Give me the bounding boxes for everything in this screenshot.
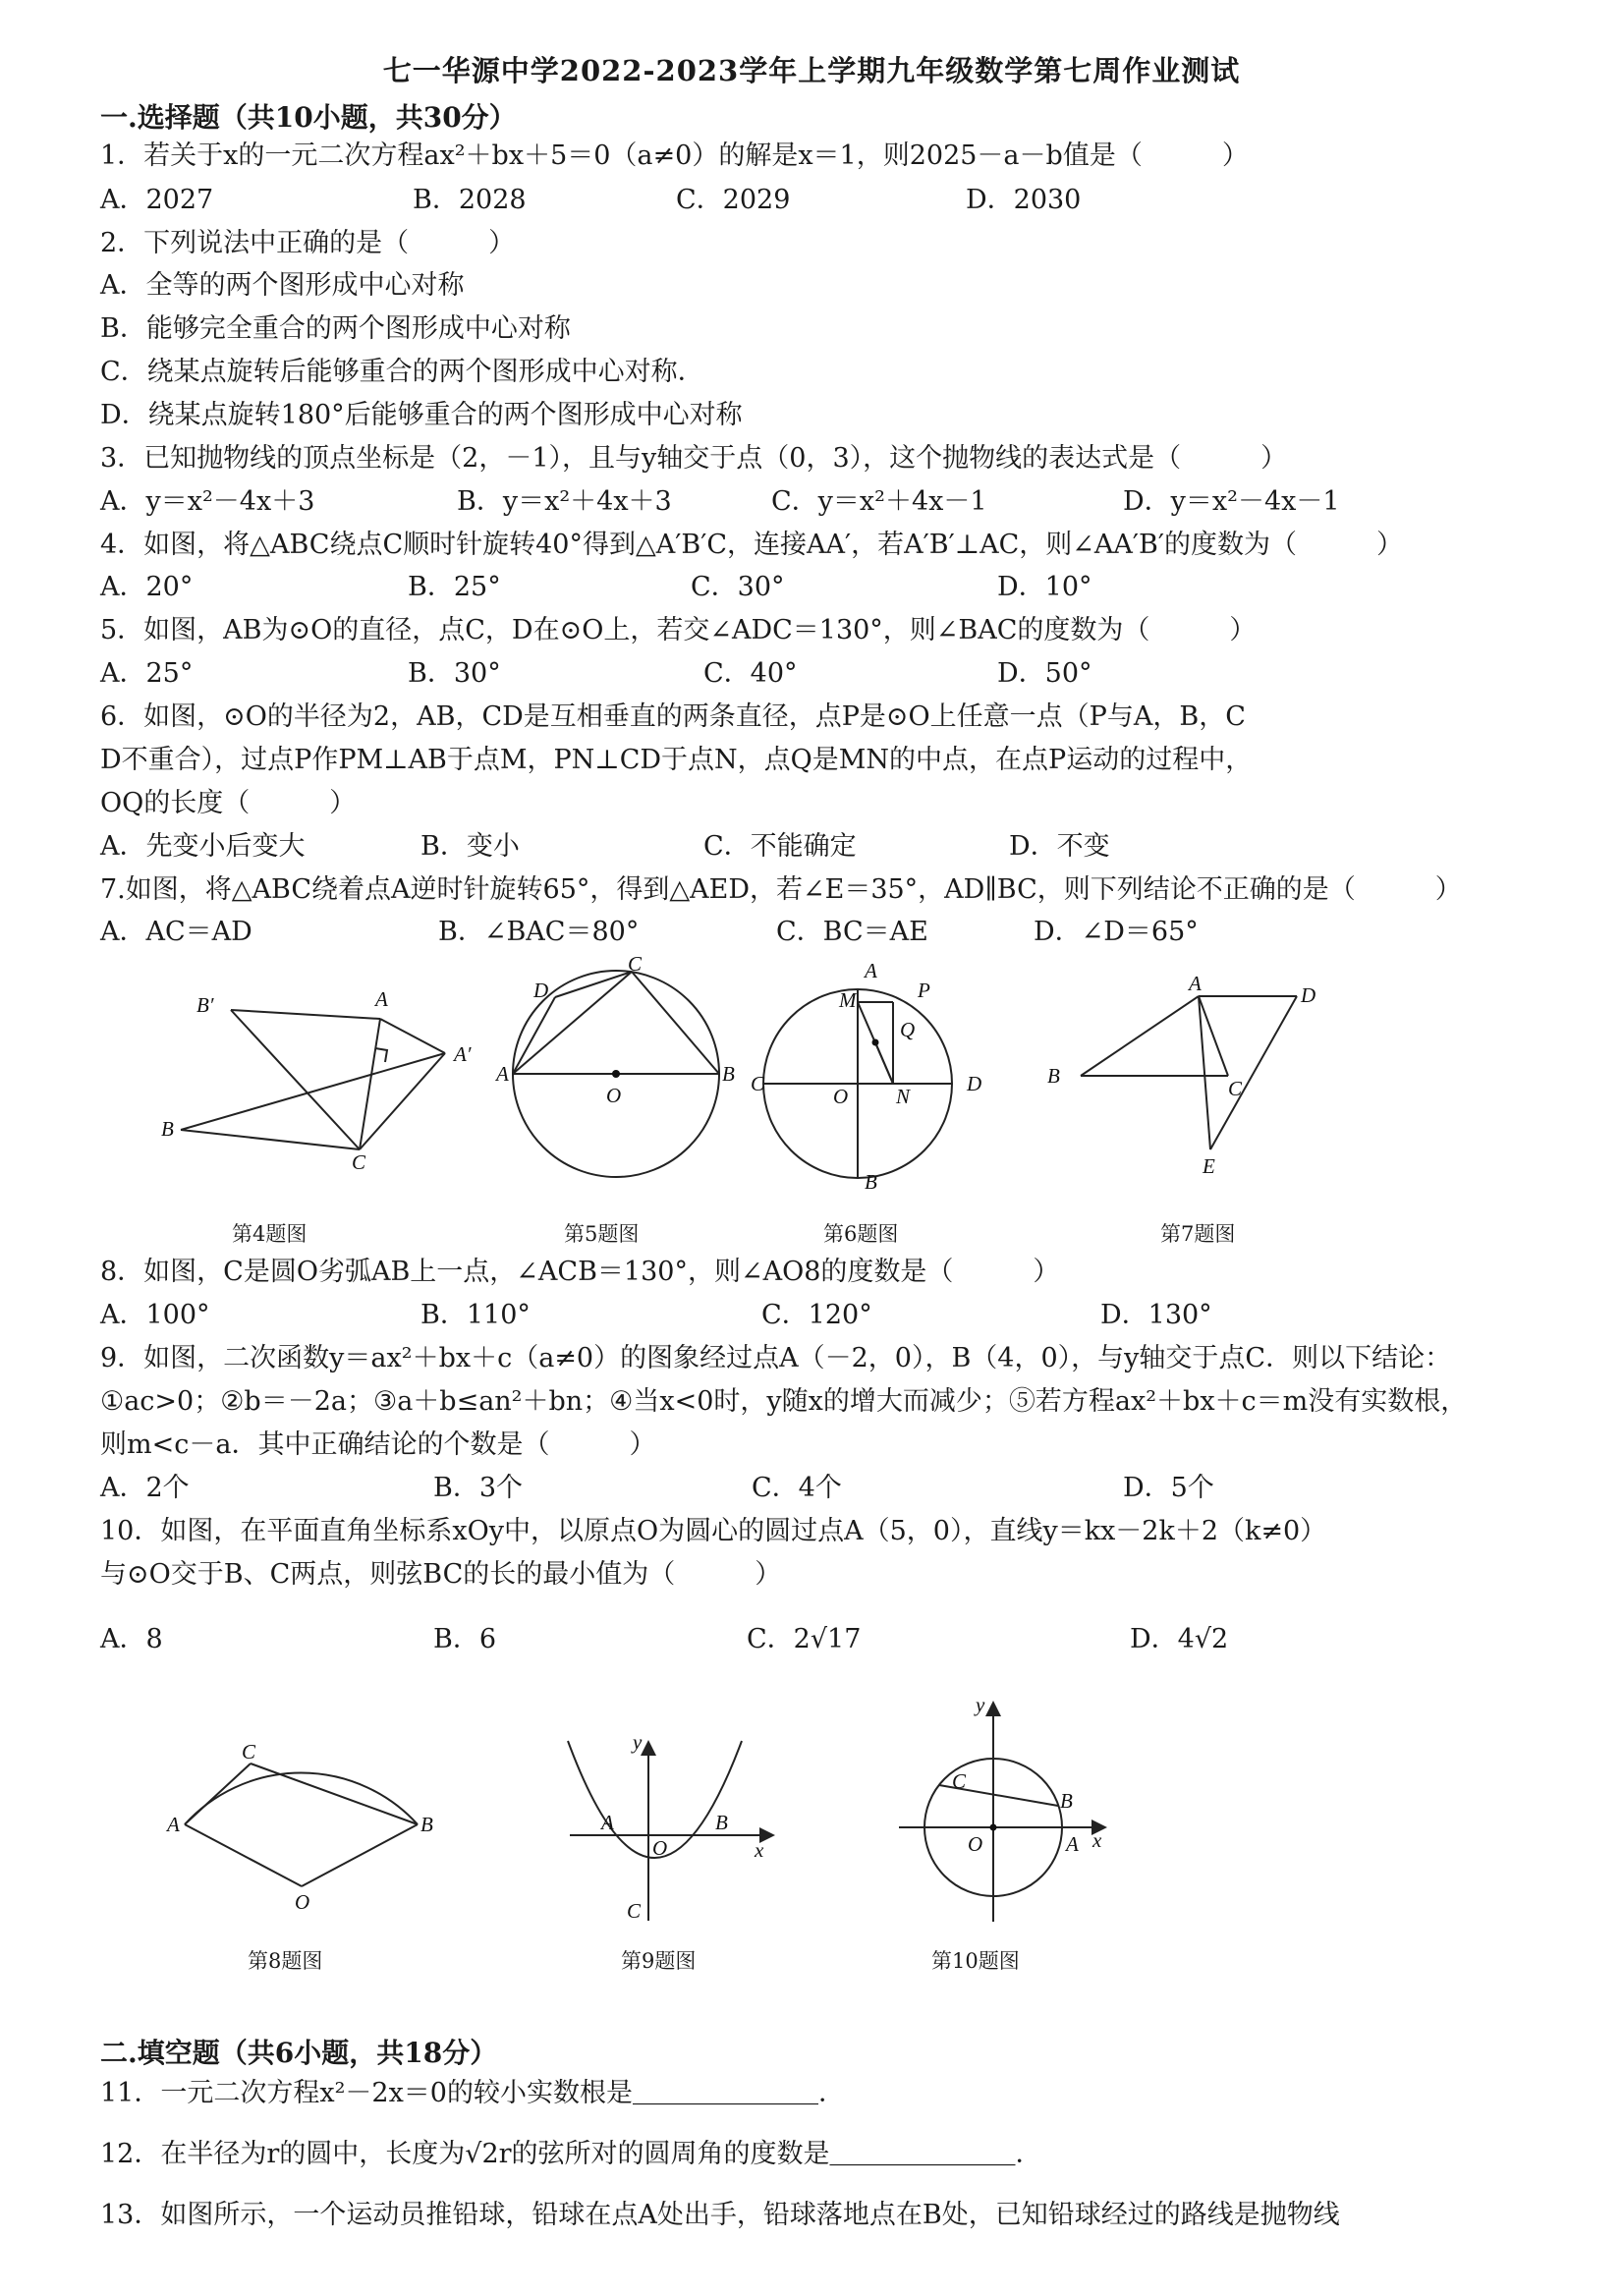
caption-figure-9: 第9题图 [621,1949,697,1973]
figure-q6 [751,958,1000,1194]
label-c: C [952,1769,967,1793]
question-5-stem: 5．如图，AB为⊙O的直径，点C，D在⊙O上，若交∠ADC＝130°，则∠BAC的度数为（ ） [100,615,1257,645]
q10-option-a: A．8 [100,1624,163,1654]
q7-option-c: C．BC＝AE [776,917,928,947]
label-b-prime: B′ [196,993,214,1017]
q3-option-d: D．y＝x²－4x－1 [1123,486,1340,517]
question-8-stem: 8．如图，C是圆O劣弧AB上一点，∠ACB＝130°，则∠AO8的度数是（ ） [100,1257,1060,1287]
q6-option-d: D．不变 [1009,831,1110,862]
q6-option-c: C．不能确定 [703,831,857,862]
question-6-stem-line-1: 6．如图，⊙O的半径为2，AB，CD是互相垂直的两条直径，点P是⊙O上任意一点（P与A，B，C [100,701,1246,732]
label-n: N [896,1085,911,1108]
q7-option-d: D．∠D＝65° [1034,917,1199,947]
question-3-stem: 3．已知抛物线的顶点坐标是（2，－1），且与y轴交于点（0，3），这个抛物线的表达式是（ ） [100,443,1288,474]
q2-option-c: C．绕某点旋转后能够重合的两个图形成中心对称． [100,357,704,387]
label-o: O [833,1085,849,1108]
q9-option-a: A．2个 [100,1473,190,1503]
question-12-stem: 12．在半径为r的圆中，长度为√2r的弦所对的圆周角的度数是＿＿＿＿＿＿＿． [100,2139,1042,2169]
q9-option-c: C．4个 [752,1473,842,1503]
label-a: A [601,1811,614,1834]
figure-q6-labels [751,959,981,1194]
q4-option-d: D．10° [997,572,1092,602]
q9-option-d: D．5个 [1123,1473,1214,1503]
q3-option-c: C．y＝x²＋4x－1 [771,486,987,517]
question-6-stem-line-2: D不重合），过点P作PM⊥AB于点M，PN⊥CD于点N，点Q是MN的中点，在点P运动的过程中， [100,745,1253,775]
q2-option-d: D．绕某点旋转180°后能够重合的两个图形成中心对称 [100,400,743,430]
label-c: C [751,1072,765,1095]
label-b: B [1047,1064,1060,1088]
question-7-stem: 7.如图，将△ABC绕着点A逆时针旋转65°，得到△AED，若∠E＝35°，AD∥BC，则下列结论不正确的是（ ） [100,874,1462,905]
q1-option-b: B．2028 [413,185,527,215]
label-p: P [918,979,930,1002]
label-x: x [1092,1828,1102,1852]
q3-option-b: B．y＝x²＋4x＋3 [457,486,672,517]
figure-q8-labels [165,1740,433,1914]
q7-option-b: B．∠BAC＝80° [438,917,640,947]
q8-option-d: D．130° [1100,1300,1212,1330]
caption-figure-5: 第5题图 [564,1222,640,1246]
label-c: C [628,952,643,976]
label-b: B [1060,1789,1073,1813]
q10-option-c: C．2√17 [747,1624,862,1654]
label-e: E [1203,1154,1215,1178]
figure-q4 [147,973,501,1174]
q2-option-a: A．全等的两个图形成中心对称 [100,270,465,301]
label-c: C [1228,1077,1243,1100]
q9-option-b: B．3个 [433,1473,524,1503]
q5-option-a: A．25° [100,658,194,689]
caption-figure-4: 第4题图 [232,1222,308,1246]
section-heading-choice: 一.选择题（共10小题，共30分） [100,101,517,134]
label-a: A [865,959,877,982]
question-2-stem: 2．下列说法中正确的是（ ） [100,228,516,258]
label-a: A [496,1062,509,1086]
q6-option-a: A．先变小后变大 [100,831,306,862]
label-a: A [375,987,388,1011]
q2-option-b: B．能够完全重合的两个图形成中心对称 [100,313,571,344]
label-o: O [606,1084,622,1107]
figure-q10 [889,1690,1135,1926]
figure-q5-labels [494,952,735,1107]
label-d: D [533,979,549,1002]
q7-option-a: A．AC＝AD [100,917,252,947]
question-9-stem-line-2: ①ac>0；②b＝－2a；③a＋b≤an²＋bn；④当x<0时，y随x的增大而减少；⑤若方程ax²＋bx＋c＝m没有实数根， [100,1386,1468,1417]
question-9-stem-line-3: 则m<c－a．其中正确结论的个数是（ ） [100,1429,656,1460]
question-10-stem-line-2: 与⊙O交于B、C两点，则弦BC的长的最小值为（ ） [100,1559,782,1590]
question-4-stem: 4．如图，将△ABC绕点C顺时针旋转40°得到△A′B′C，连接AA′，若A′B′⊥AC，则∠AA′B′的度数为（ ） [100,530,1403,560]
q10-option-b: B．6 [433,1624,497,1654]
label-o: O [968,1832,983,1856]
label-q: Q [900,1018,916,1041]
question-11-stem: 11．一元二次方程x²－2x＝0的较小实数根是＿＿＿＿＿＿＿． [100,2078,845,2108]
q5-option-c: C．40° [703,658,798,689]
q6-option-b: B．变小 [420,831,520,862]
label-c: C [627,1899,642,1923]
section-heading-fill: 二.填空题（共6小题，共18分） [100,2037,498,2069]
q1-option-a: A．2027 [100,185,214,215]
label-c: C [352,1150,366,1174]
label-a-prime: A′ [454,1042,472,1066]
question-6-stem-line-3: OQ的长度（ ） [100,788,357,818]
caption-figure-6: 第6题图 [823,1222,899,1246]
label-d: D [967,1072,982,1095]
q5-option-b: B．30° [408,658,501,689]
q4-option-c: C．30° [691,572,785,602]
label-b: B [420,1813,433,1836]
label-b: B [722,1062,735,1086]
label-y: y [633,1730,643,1754]
caption-figure-8: 第8题图 [248,1949,323,1973]
label-o: O [295,1890,310,1914]
figure-q7 [1043,973,1328,1179]
figure-q9 [550,1729,796,1926]
label-d: D [1301,983,1316,1007]
q10-option-d: D．4√2 [1130,1624,1229,1654]
caption-figure-10: 第10题图 [931,1949,1020,1973]
q5-option-d: D．50° [997,658,1092,689]
q8-option-b: B．110° [420,1300,531,1330]
label-b: B [715,1811,728,1834]
figure-q5 [496,952,742,1184]
question-9-stem-line-1: 9．如图，二次函数y＝ax²＋bx＋c（a≠0）的图象经过点A（－2，0），B（4，0），与y轴交于点C．则以下结论： [100,1343,1452,1373]
label-c: C [242,1740,256,1764]
label-m: M [839,988,857,1012]
figure-q9-labels [599,1730,764,1923]
question-10-stem-line-1: 10．如图，在平面直角坐标系xOy中，以原点O为圆心的圆过点A（5，0），直线y＝kx－2k＋2（k≠0） [100,1516,1327,1546]
q4-option-a: A．20° [100,572,194,602]
figure-q8 [157,1734,452,1931]
label-b: B [865,1170,877,1194]
q8-option-c: C．120° [761,1300,872,1330]
figure-q10-labels [952,1693,1102,1856]
q4-option-b: B．25° [408,572,501,602]
label-x: x [755,1838,764,1862]
question-13-stem: 13．如图所示，一个运动员推铅球，铅球在点A处出手，铅球落地点在B处，已知铅球经过的路线是抛物线 [100,2200,1340,2230]
q8-option-a: A．100° [100,1300,210,1330]
q1-option-c: C．2029 [676,185,791,215]
label-y: y [976,1693,985,1716]
caption-figure-7: 第7题图 [1160,1222,1236,1246]
q1-option-d: D．2030 [966,185,1082,215]
page-title: 七一华源中学2022-2023学年上学期九年级数学第七周作业测试 [382,54,1241,87]
label-a: A [1189,972,1202,995]
q3-option-a: A．y＝x²－4x＋3 [100,486,315,517]
label-a: A [1066,1832,1079,1856]
label-o: O [652,1836,668,1860]
question-1-stem: 1．若关于x的一元二次方程ax²＋bx＋5＝0（a≠0）的解是x＝1，则2025－a－b值是（ ） [100,140,1249,171]
label-a: A [167,1813,180,1836]
label-b: B [161,1117,174,1141]
